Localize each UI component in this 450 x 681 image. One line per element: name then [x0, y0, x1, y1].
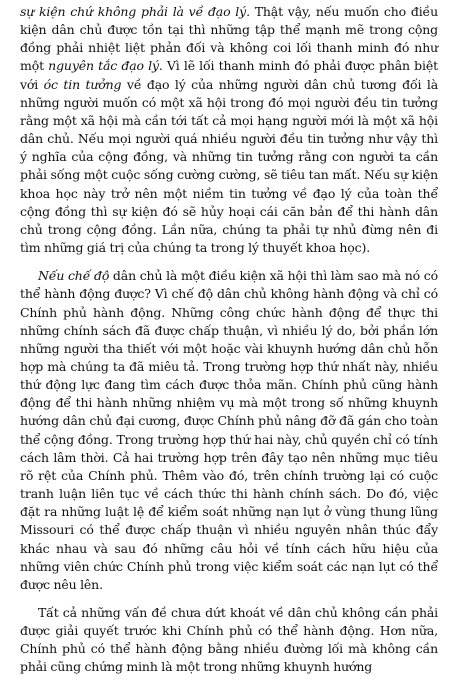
paragraph-1	[20, 3, 438, 257]
text-segment: Nếu chế độ	[38, 268, 110, 284]
text-segment: . Vì lẽ lối thanh minh đó phải được phân biệt với	[20, 58, 438, 92]
text-segment: óc tin tưởng	[43, 76, 122, 92]
text-segment: sự kiện chứ không phải là về đạo lý	[20, 4, 247, 19]
paragraph-2	[20, 267, 438, 594]
text-segment: Tất cả những vấn đề chưa dứt khoát về dân chủ không cần phải được giải quyết trước khi Chính phủ có thể hành động. Hơn nữa, Chính phủ có thể hành động bằng nhiều đường lối mà không cần phải cũng chứng minh là một trong những khuynh hướng	[20, 605, 438, 675]
text-segment: về đạo lý của những người dân chủ tương đối là những người muốn có một xã hội trong đó mọi người đều tin tưởng rằng một xã hội mà cần tới tất cả mọi hạng người mới là một xã hội dân chủ. Nếu mọi người quá nhiều người đều tin tưởng như vậy thì ý nghĩa của cộng đồng, và những tin tưởng rằng con người ta cần phải sống một cuộc sống cường cường, sẽ tiêu tan mất. Nếu sự kiện khoa học này trở nên một niềm tin tưởng về đạo lý của toàn thể cộng đồng thì sự kiện đó sẽ hủy hoại cái căn bản để thi hành dân chủ trong cộng đồng. Lần nữa, chúng ta phải tự nhủ đừng nên đi tìm những giá trị của chúng ta trong lý thuyết khoa học).	[20, 76, 438, 256]
text-segment: nguyên tắc đạo lý	[48, 58, 159, 74]
text-segment: . Thật vậy, nếu muốn cho điều kiện dân chủ được tồn tại thì những tập thể mạnh mẽ trong cộng đồng phải nhiệt liệt phản đối và không coi lối thanh minh đó như một	[20, 4, 439, 74]
text-segment: dân chủ là một điều kiện xã hội thì làm sao mà nó có thể hành động được? Vì chế độ dân chủ không hành động và chỉ có Chính phủ hành động. Những công chức hành động để thực thi những chính sách đã được chấp thuận, vì nhiều lý do, bởi phần lớn những người tha thiết với một hoặc vài khuynh hướng dân chủ hỗn hợp mà chúng ta đã miêu tả. Trong trường hợp thứ nhất này, nhiều thứ động lực đang tìm cách được thỏa mãn. Chính phủ cũng hành động để thi hành những nhiệm vụ mà một trong số những khuynh hướng dân chủ đại cương, được Chính phủ nâng đỡ đã gán cho toàn thể cộng đồng. Trong trường hợp thứ hai này, chủ quyền chỉ có tính cách lâm thời. Cả hai trường hợp trên đây tạo nên những mục tiêu rõ rệt của Chính phủ. Thêm vào đó, trên chính trường lại có cuộc tranh luận liên tục về cách thức thi hành chính sách. Do đó, việc đặt ra những luật lệ để kiểm soát những nạn lụt ở vùng thung lũng Missouri có thể được chấp thuận vì nhiều nguyên nhân thúc đẩy khác nhau và sau đó những câu hỏi về tính cách hữu hiệu của những viên chức Chính phủ trong việc kiểm soát các nạn lụt có thể được nêu lên.	[20, 268, 438, 592]
paragraph-3	[20, 604, 438, 677]
